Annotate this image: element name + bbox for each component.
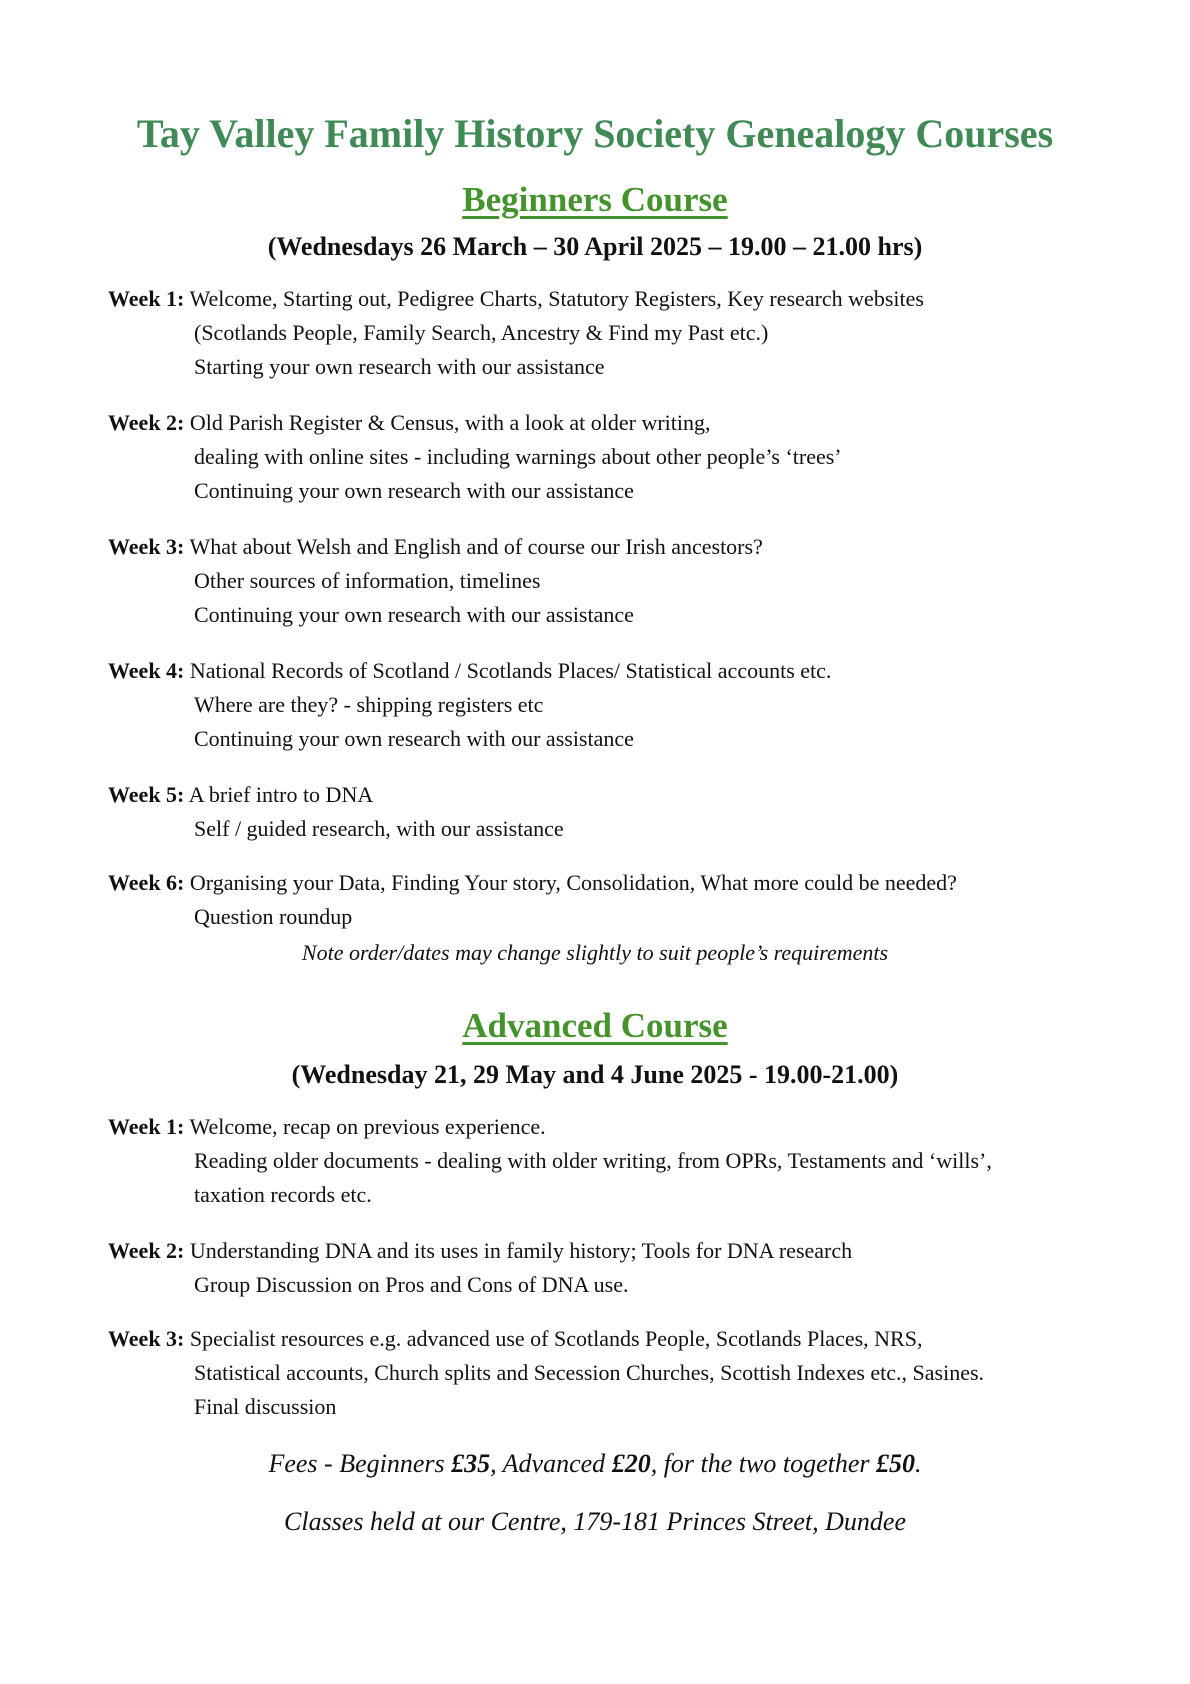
- week-topic: Group Discussion on Pros and Cons of DNA use.: [194, 1272, 629, 1297]
- week-topic: taxation records etc.: [194, 1182, 372, 1207]
- week-topic: Continuing your own research with our assistance: [194, 478, 634, 503]
- week-topic: Question roundup: [194, 904, 353, 929]
- week-topic: Understanding DNA and its uses in family history; Tools for DNA research: [189, 1238, 853, 1263]
- week-topic: Final discussion: [194, 1394, 337, 1419]
- beginners-week-2: [108, 406, 1108, 508]
- fees-text: , for the two together: [650, 1449, 877, 1478]
- week-topic: Reading older documents - dealing with older writing, from OPRs, Testaments and ‘wills’,: [194, 1148, 992, 1173]
- beginners-course-heading: Beginners Course: [462, 180, 728, 219]
- week-label: Week 6:: [108, 870, 185, 895]
- beginners-course-dates: (Wednesdays 26 March – 30 April 2025 – 19.00 – 21.00 hrs): [267, 232, 923, 261]
- week-topic: What about Welsh and English and of course our Irish ancestors?: [189, 534, 763, 559]
- venue-line: Classes held at our Centre, 179-181 Princes Street, Dundee: [284, 1507, 906, 1536]
- fees-text: , Advanced: [490, 1449, 612, 1478]
- week-topic: Statistical accounts, Church splits and Secession Churches, Scottish Indexes etc., Sasines.: [194, 1360, 985, 1385]
- week-topic: Welcome, recap on previous experience.: [189, 1114, 546, 1139]
- beginners-week-3: [108, 530, 1108, 632]
- advanced-course-heading: Advanced Course: [462, 1006, 728, 1045]
- beginners-week-1: [108, 282, 1108, 384]
- week-topic: A brief intro to DNA: [188, 782, 374, 807]
- page-title: Tay Valley Family History Society Genealogy Courses: [136, 111, 1054, 156]
- fees-text: .: [915, 1449, 922, 1478]
- beginners-week-4: [108, 654, 1108, 756]
- week-topic: Other sources of information, timelines: [194, 568, 541, 593]
- fees-line: [0, 1446, 1190, 1482]
- week-topic: National Records of Scotland / Scotlands Places/ Statistical accounts etc.: [189, 658, 832, 683]
- beginners-week-5: [108, 778, 1108, 846]
- week-label: Week 5:: [108, 782, 185, 807]
- week-topic: (Scotlands People, Family Search, Ancestry & Find my Past etc.): [194, 320, 769, 345]
- combined-price: £50: [876, 1449, 916, 1478]
- week-topic: Organising your Data, Finding Your story, Consolidation, What more could be needed?: [189, 870, 957, 895]
- advanced-course-dates: (Wednesday 21, 29 May and 4 June 2025 - 19.00-21.00): [291, 1060, 899, 1089]
- week-label: Week 2:: [108, 410, 185, 435]
- week-topic: dealing with online sites - including warnings about other people’s ‘trees’: [194, 444, 842, 469]
- week-label: Week 4:: [108, 658, 185, 683]
- week-topic: Continuing your own research with our assistance: [194, 726, 634, 751]
- advanced-week-3: [108, 1322, 1108, 1424]
- week-label: Week 3:: [108, 534, 185, 559]
- week-topic: Starting your own research with our assistance: [194, 354, 605, 379]
- advanced-price: £20: [611, 1449, 651, 1478]
- week-label: Week 1:: [108, 286, 185, 311]
- week-topic: Welcome, Starting out, Pedigree Charts, Statutory Registers, Key research websites: [189, 286, 924, 311]
- beginners-week-6: [108, 866, 1108, 934]
- beginners-price: £35: [451, 1449, 491, 1478]
- week-topic: Old Parish Register & Census, with a look at older writing,: [189, 410, 711, 435]
- week-topic: Specialist resources e.g. advanced use of Scotlands People, Scotlands Places, NRS,: [189, 1326, 923, 1351]
- schedule-note: Note order/dates may change slightly to suit people’s requirements: [301, 940, 889, 965]
- advanced-week-1: [108, 1110, 1108, 1212]
- week-topic: Self / guided research, with our assistance: [194, 816, 564, 841]
- week-label: Week 2:: [108, 1238, 185, 1263]
- week-label: Week 1:: [108, 1114, 185, 1139]
- week-label: Week 3:: [108, 1326, 185, 1351]
- advanced-week-2: [108, 1234, 1108, 1302]
- fees-text: Fees - Beginners: [268, 1449, 452, 1478]
- week-topic: Where are they? - shipping registers etc: [194, 692, 544, 717]
- week-topic: Continuing your own research with our assistance: [194, 602, 634, 627]
